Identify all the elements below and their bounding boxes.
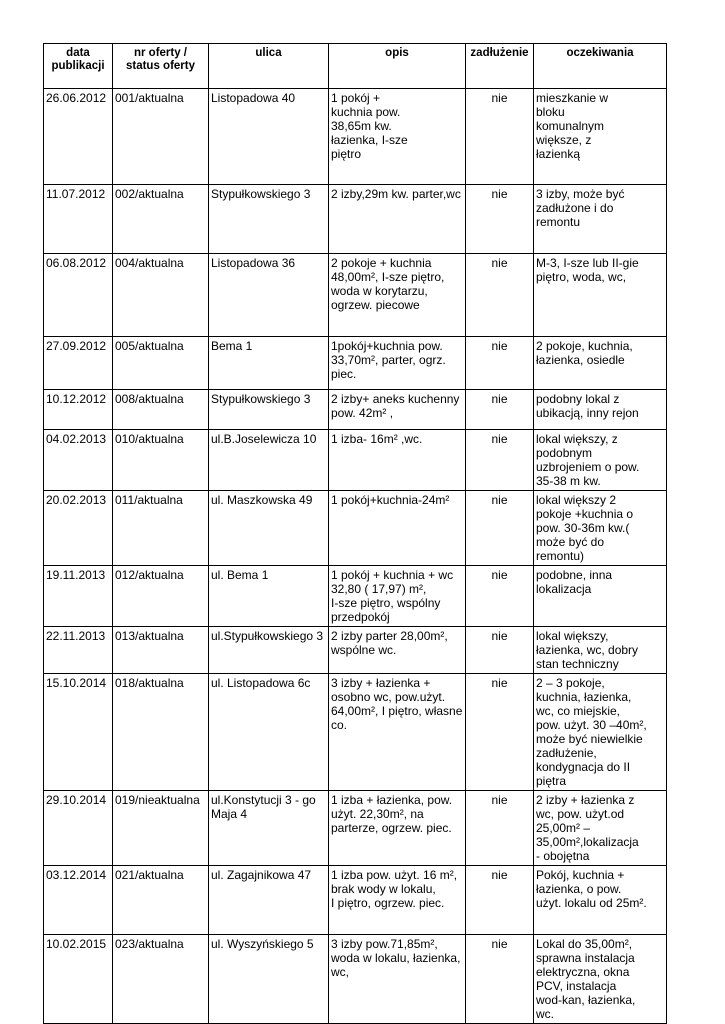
cell-expectations: mieszkanie w bloku komunalnym większe, z łazienką (534, 89, 667, 185)
table-row (44, 491, 667, 566)
table-row (44, 185, 667, 254)
cell-debt: nie (466, 491, 534, 566)
cell-expectations: podobne, inna lokalizacja (534, 566, 667, 627)
cell-offer-number: 023/aktualna (113, 935, 209, 1024)
cell-expectations: 2 – 3 pokoje, kuchnia, łazienka, wc, co miejskie, pow. użyt. 30 –40m², może być niewielkie zadłużenie, kondygnacja do II piętra (534, 674, 667, 791)
cell-street: ul.B.Joselewicza 10 (209, 430, 329, 491)
cell-debt: nie (466, 185, 534, 254)
cell-description: 2 izby+ aneks kuchenny pow. 42m² , (329, 390, 466, 430)
cell-description: 1pokój+kuchnia pow. 33,70m², parter, ogrz. piec. (329, 337, 466, 390)
cell-street: Listopadowa 36 (209, 254, 329, 337)
cell-street: ul.Stypułkowskiego 3 (209, 627, 329, 674)
cell-date: 29.10.2014 (44, 791, 113, 866)
cell-date: 19.11.2013 (44, 566, 113, 627)
cell-expectations: lokal większy 2 pokoje +kuchnia o pow. 30-36m kw.( może być do remontu) (534, 491, 667, 566)
cell-expectations: M-3, I-sze lub II-gie piętro, woda, wc, (534, 254, 667, 337)
cell-expectations: Lokal do 35,00m², sprawna instalacja elektryczna, okna PCV, instalacja wod-kan, łazienka, wc. (534, 935, 667, 1024)
cell-expectations: 2 pokoje, kuchnia, łazienka, osiedle (534, 337, 667, 390)
cell-street: ul. Bema 1 (209, 566, 329, 627)
cell-offer-number: 012/aktualna (113, 566, 209, 627)
cell-description: 1 pokój + kuchnia pow. 38,65m kw. łazienka, I-sze piętro (329, 89, 466, 185)
cell-expectations: podobny lokal z ubikacją, inny rejon (534, 390, 667, 430)
header-description: opis (329, 44, 466, 89)
cell-date: 10.12.2012 (44, 390, 113, 430)
cell-street: ul. Listopadowa 6c (209, 674, 329, 791)
cell-date: 20.02.2013 (44, 491, 113, 566)
cell-offer-number: 021/aktualna (113, 866, 209, 935)
cell-date: 10.02.2015 (44, 935, 113, 1024)
cell-description: 1 izba pow. użyt. 16 m², brak wody w lokalu, I piętro, ogrzew. piec. (329, 866, 466, 935)
cell-offer-number: 019/nieaktualna (113, 791, 209, 866)
table-row (44, 627, 667, 674)
table-row (44, 674, 667, 791)
cell-debt: nie (466, 566, 534, 627)
cell-description: 2 izby,29m kw. parter,wc (329, 185, 466, 254)
header-expectations: oczekiwania (534, 44, 667, 89)
cell-street: Stypułkowskiego 3 (209, 390, 329, 430)
cell-street: ul. Maszkowska 49 (209, 491, 329, 566)
cell-description: 3 izby pow.71,85m², woda w lokalu, łazienka, wc, (329, 935, 466, 1024)
cell-street: ul. Wyszyńskiego 5 (209, 935, 329, 1024)
cell-debt: nie (466, 935, 534, 1024)
cell-street: ul.Konstytucji 3 - go Maja 4 (209, 791, 329, 866)
cell-date: 03.12.2014 (44, 866, 113, 935)
cell-debt: nie (466, 627, 534, 674)
cell-expectations: lokal większy, z podobnym uzbrojeniem o pow. 35-38 m kw. (534, 430, 667, 491)
cell-offer-number: 002/aktualna (113, 185, 209, 254)
table-row (44, 254, 667, 337)
cell-date: 04.02.2013 (44, 430, 113, 491)
cell-offer-number: 013/aktualna (113, 627, 209, 674)
cell-expectations: lokal większy, łazienka, wc, dobry stan techniczny (534, 627, 667, 674)
cell-debt: nie (466, 430, 534, 491)
cell-debt: nie (466, 89, 534, 185)
cell-expectations: Pokój, kuchnia + łazienka, o pow. użyt. lokalu od 25m². (534, 866, 667, 935)
cell-description: 1 pokój+kuchnia-24m² (329, 491, 466, 566)
cell-description: 1 pokój + kuchnia + wc 32,80 ( 17,97) m², I-sze piętro, wspólny przedpokój (329, 566, 466, 627)
table-row (44, 89, 667, 185)
cell-debt: nie (466, 254, 534, 337)
cell-debt: nie (466, 390, 534, 430)
cell-date: 06.08.2012 (44, 254, 113, 337)
cell-date: 15.10.2014 (44, 674, 113, 791)
cell-date: 27.09.2012 (44, 337, 113, 390)
table-row (44, 791, 667, 866)
cell-expectations: 3 izby, może być zadłużone i do remontu (534, 185, 667, 254)
table-row (44, 566, 667, 627)
cell-offer-number: 018/aktualna (113, 674, 209, 791)
cell-description: 2 pokoje + kuchnia 48,00m², I-sze piętro, woda w korytarzu, ogrzew. piecowe (329, 254, 466, 337)
cell-debt: nie (466, 337, 534, 390)
header-date: data publikacji (44, 44, 113, 89)
cell-offer-number: 011/aktualna (113, 491, 209, 566)
cell-offer-number: 010/aktualna (113, 430, 209, 491)
header-row (44, 44, 667, 89)
cell-offer-number: 004/aktualna (113, 254, 209, 337)
header-offer-number: nr oferty / status oferty (113, 44, 209, 89)
cell-description: 2 izby parter 28,00m², wspólne wc. (329, 627, 466, 674)
cell-debt: nie (466, 674, 534, 791)
cell-debt: nie (466, 791, 534, 866)
table-row (44, 935, 667, 1024)
cell-offer-number: 005/aktualna (113, 337, 209, 390)
offers-table (43, 43, 667, 1024)
cell-street: Bema 1 (209, 337, 329, 390)
cell-expectations: 2 izby + łazienka z wc, pow. użyt.od 25,00m² – 35,00m²,lokalizacja - obojętna (534, 791, 667, 866)
cell-offer-number: 001/aktualna (113, 89, 209, 185)
cell-offer-number: 008/aktualna (113, 390, 209, 430)
cell-street: ul. Zagajnikowa 47 (209, 866, 329, 935)
cell-date: 26.06.2012 (44, 89, 113, 185)
table-row (44, 430, 667, 491)
cell-street: Listopadowa 40 (209, 89, 329, 185)
table-row (44, 390, 667, 430)
table-row (44, 866, 667, 935)
cell-description: 3 izby + łazienka + osobno wc, pow.użyt. 64,00m², I piętro, własne co. (329, 674, 466, 791)
cell-description: 1 izba- 16m² ,wc. (329, 430, 466, 491)
cell-date: 22.11.2013 (44, 627, 113, 674)
table-row (44, 337, 667, 390)
header-street: ulica (209, 44, 329, 89)
cell-date: 11.07.2012 (44, 185, 113, 254)
cell-street: Stypułkowskiego 3 (209, 185, 329, 254)
cell-description: 1 izba + łazienka, pow. użyt. 22,30m², na parterze, ogrzew. piec. (329, 791, 466, 866)
cell-debt: nie (466, 866, 534, 935)
header-debt: zadłużenie (466, 44, 534, 89)
